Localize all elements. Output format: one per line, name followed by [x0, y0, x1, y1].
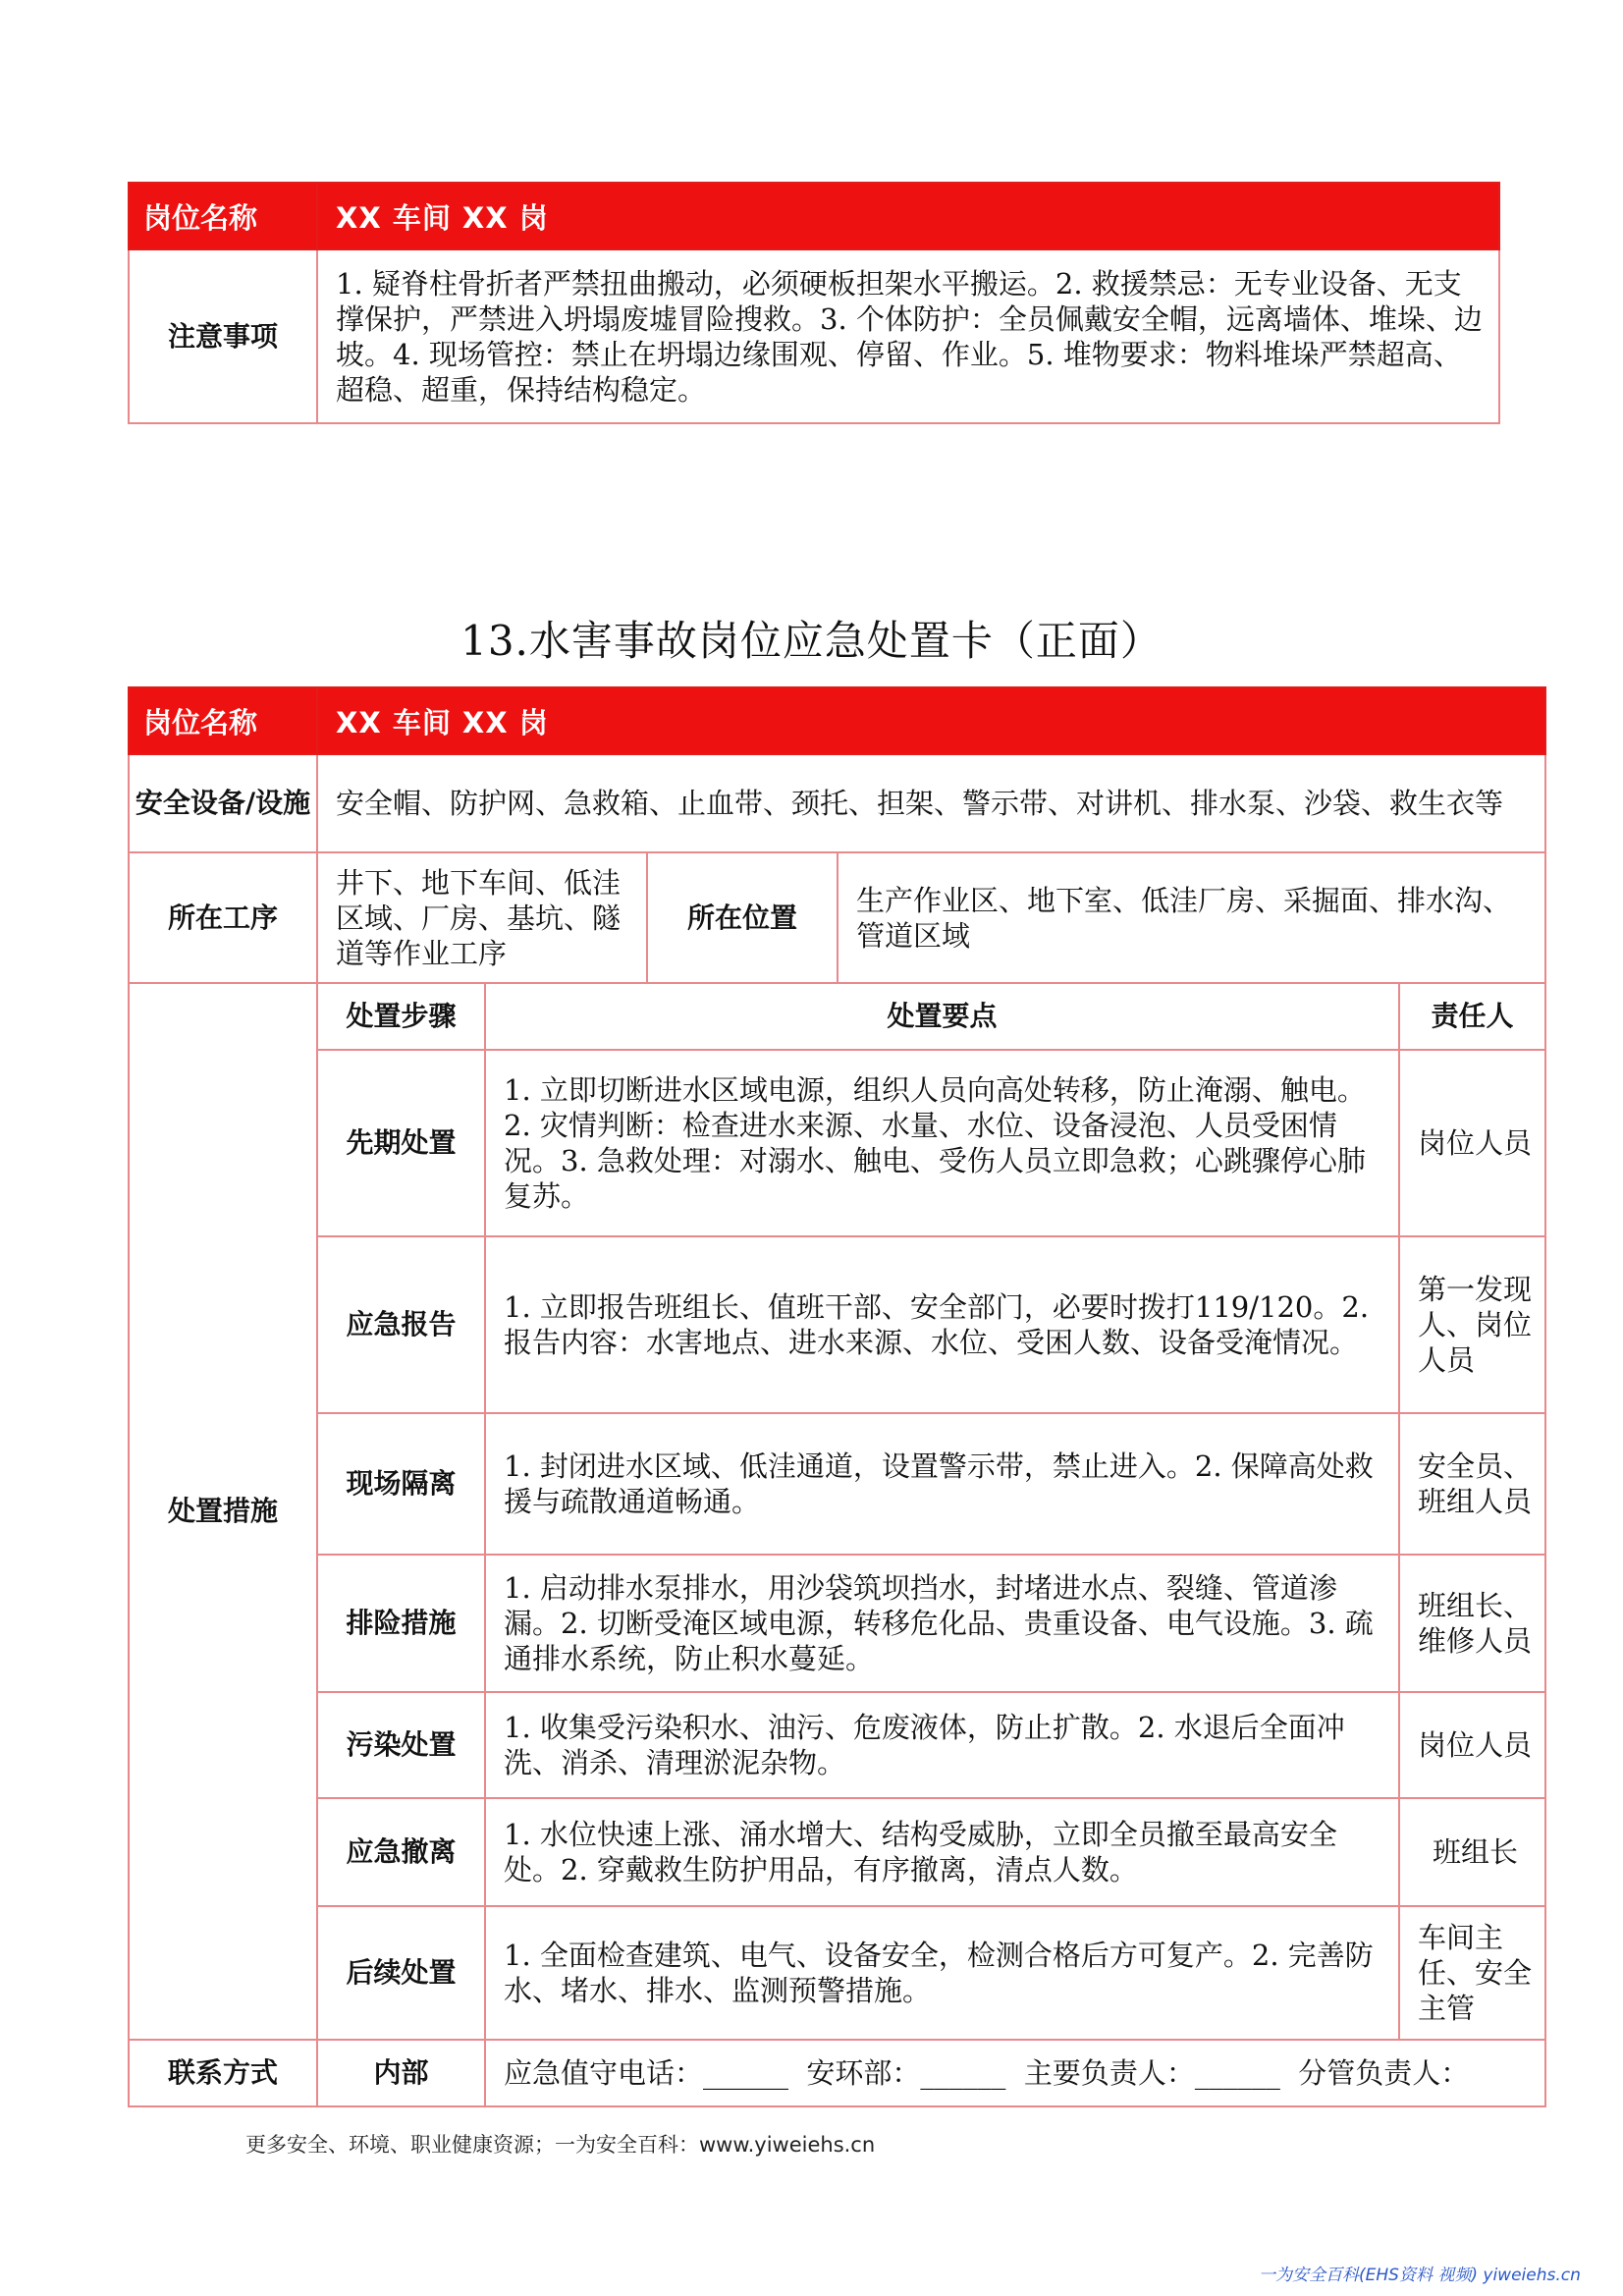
step-name: 污染处置	[317, 1692, 485, 1798]
step-name: 现场隔离	[317, 1413, 485, 1555]
post-name-label: 岗位名称	[129, 183, 317, 249]
equipment-label: 安全设备/设施	[129, 754, 317, 852]
card-water-accident	[128, 686, 1546, 2107]
table-row	[129, 1413, 1545, 1555]
step-owner: 班组长、维修人员	[1399, 1555, 1545, 1692]
step-points: 1. 全面检查建筑、电气、设备安全，检测合格后方可复产。2. 完善防水、堵水、排水、监测预警措施。	[485, 1906, 1399, 2040]
table-row	[129, 1798, 1545, 1906]
card-previous	[128, 182, 1500, 424]
step-points: 1. 启动排水泵排水，用沙袋筑坝挡水，封堵进水点、裂缝、管道渗漏。2. 切断受淹区域电源，转移危化品、贵重设备、电气设施。3. 疏通排水系统，防止积水蔓延。	[485, 1555, 1399, 1692]
measures-header-row	[129, 983, 1545, 1050]
contact-value: 应急值守电话：______ 安环部：______ 主要负责人：______ 分管负责人：	[485, 2040, 1545, 2106]
table-row	[129, 1050, 1545, 1236]
contact-label: 联系方式	[129, 2040, 317, 2106]
step-name: 应急报告	[317, 1236, 485, 1413]
col-owner-header: 责任人	[1399, 983, 1545, 1050]
notes-label: 注意事项	[129, 249, 317, 423]
step-points: 1. 立即报告班组长、值班干部、安全部门，必要时拨打119/120。2. 报告内容：水害地点、进水来源、水位、受困人数、设备受淹情况。	[485, 1236, 1399, 1413]
col-points-header: 处置要点	[485, 983, 1399, 1050]
location-value: 生产作业区、地下室、低洼厂房、采掘面、排水沟、管道区域	[838, 852, 1545, 983]
equipment-row	[129, 754, 1545, 852]
table-row	[129, 1692, 1545, 1798]
step-owner: 班组长	[1399, 1798, 1545, 1906]
contact-row	[129, 2040, 1545, 2106]
step-owner: 岗位人员	[1399, 1692, 1545, 1798]
contact-type: 内部	[317, 2040, 485, 2106]
notes-row	[129, 249, 1499, 423]
table-row	[129, 1906, 1545, 2040]
step-points: 1. 立即切断进水区域电源，组织人员向高处转移，防止淹溺、触电。2. 灾情判断：检查进水来源、水量、水位、设备浸泡、人员受困情况。3. 急救处理：对溺水、触电、受伤人员立即急救；心跳骤停心肺复苏。	[485, 1050, 1399, 1236]
step-points: 1. 收集受污染积水、油污、危废液体，防止扩散。2. 水退后全面冲洗、消杀、清理淤泥杂物。	[485, 1692, 1399, 1798]
step-name: 排险措施	[317, 1555, 485, 1692]
post-name-value: XX 车间 XX 岗	[317, 687, 1545, 754]
process-value: 井下、地下车间、低洼区域、厂房、基坑、隧道等作业工序	[317, 852, 647, 983]
post-name-label: 岗位名称	[129, 687, 317, 754]
notes-text: 1. 疑脊柱骨折者严禁扭曲搬动，必须硬板担架水平搬运。2. 救援禁忌：无专业设备、无支撑保护，严禁进入坍塌废墟冒险搜救。3. 个体防护：全员佩戴安全帽，远离墙体、堆垛、边坡。4. 现场管控：禁止在坍塌边缘围观、停留、作业。5. 堆物要求：物料堆垛严禁超高、超稳、超重，保持结构稳定。	[317, 249, 1499, 423]
step-owner: 车间主任、安全主管	[1399, 1906, 1545, 2040]
measures-label: 处置措施	[129, 983, 317, 2040]
equipment-value: 安全帽、防护网、急救箱、止血带、颈托、担架、警示带、对讲机、排水泵、沙袋、救生衣等	[317, 754, 1545, 852]
post-header-row	[129, 687, 1545, 754]
col-step-header: 处置步骤	[317, 983, 485, 1050]
step-name: 应急撤离	[317, 1798, 485, 1906]
step-points: 1. 封闭进水区域、低洼通道，设置警示带，禁止进入。2. 保障高处救援与疏散通道畅通。	[485, 1413, 1399, 1555]
brand-watermark: 一为安全百科(EHS资料 视频) yiweiehs.cn	[1259, 2266, 1581, 2285]
step-name: 先期处置	[317, 1050, 485, 1236]
table-row	[129, 1236, 1545, 1413]
step-name: 后续处置	[317, 1906, 485, 2040]
step-owner: 安全员、班组人员	[1399, 1413, 1545, 1555]
post-header-row	[129, 183, 1499, 249]
process-location-row	[129, 852, 1545, 983]
card-title: 13.水害事故岗位应急处置卡（正面）	[460, 617, 1163, 665]
post-name-value: XX 车间 XX 岗	[317, 183, 1499, 249]
process-label: 所在工序	[129, 852, 317, 983]
step-owner: 第一发现人、岗位人员	[1399, 1236, 1545, 1413]
footer-note: 更多安全、环境、职业健康资源；一为安全百科：www.yiweiehs.cn	[245, 2133, 876, 2157]
step-points: 1. 水位快速上涨、涌水增大、结构受威胁，立即全员撤至最高安全处。2. 穿戴救生防护用品，有序撤离，清点人数。	[485, 1798, 1399, 1906]
location-label: 所在位置	[647, 852, 838, 983]
step-owner: 岗位人员	[1399, 1050, 1545, 1236]
table-row	[129, 1555, 1545, 1692]
